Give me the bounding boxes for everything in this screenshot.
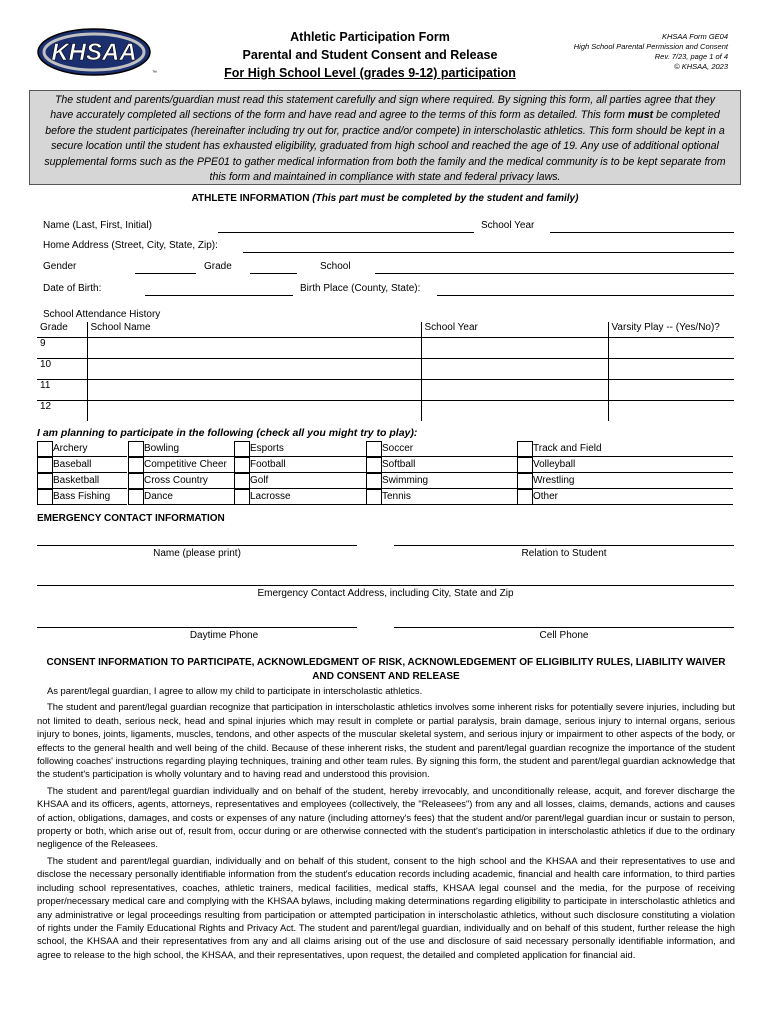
dob-field[interactable] xyxy=(145,295,293,296)
dob-label: Date of Birth: xyxy=(43,283,102,294)
sport-label: Bass Fishing xyxy=(53,489,127,505)
school-year-label: School Year xyxy=(481,220,535,231)
varsity-cell[interactable] xyxy=(608,379,734,400)
gender-field[interactable] xyxy=(135,273,196,274)
sport-label: Football xyxy=(250,457,366,473)
name-field[interactable] xyxy=(218,232,474,233)
consent-paragraph-4: The student and parent/legal guardian, individually and on behalf of this student, consent to the high school and the KHSAA and their representatives to use and disclose the necessary personally identifiable information from the student's education records including academic, financial and health care information, to third parties including school representatives, coaches, athletic trainers, medical facilities, medical staffs, KHSAA legal counsel and the media, for the purpose of receiving proper/necessary medical care and complying with the KHSAA bylaws, including making determinations regarding eligibility to participate in interscholastic athletics and any administrative or legal proceedings resulting from participation or attempted participation in interscholastic athletics, without such disclosure constituting a violation of rights under the Family Educational Rights and Privacy Act. The student and parent/legal guardian, individually and on behalf of this student, further release the high school, the KHSAA and their representatives from any and all claims arising out of the use and disclosure of said necessary personally identifiable information, and agree to release to the high school, the KHSAA, and their representatives, upon request, the detailed and completed application for financial aid. xyxy=(37,854,735,960)
sport-label: Golf xyxy=(250,473,366,489)
grade-field[interactable] xyxy=(250,273,297,274)
emergency-name-label: Name (please print) xyxy=(153,548,241,559)
emergency-address-label: Emergency Contact Address, including City, State and Zip xyxy=(257,588,514,599)
sport-label: Swimming xyxy=(382,473,517,489)
sport-label: Volleyball xyxy=(533,457,733,473)
table-row xyxy=(37,358,734,379)
sports-checklist xyxy=(37,441,734,507)
emergency-name-field[interactable] xyxy=(37,545,357,546)
sport-label: Competitive Cheer xyxy=(144,457,234,473)
table-row xyxy=(37,337,734,358)
checkbox-bowling[interactable] xyxy=(128,441,144,457)
sport-label: Lacrosse xyxy=(250,489,366,505)
notice-text-1: The student and parents/guardian must read this statement carefully and sign where required. By signing this form, all parties agree that they have accurately completed all sections of the form and have read and agree to the terms of this form as detailed. This form xyxy=(50,94,716,122)
checkbox-golf[interactable] xyxy=(234,473,250,489)
header-school-name: School Name xyxy=(87,322,421,337)
table-header-row xyxy=(37,322,734,337)
birthplace-label: Birth Place (County, State): xyxy=(300,283,421,294)
sport-label: Dance xyxy=(144,489,234,505)
checkbox-other[interactable] xyxy=(517,489,533,505)
checkbox-archery[interactable] xyxy=(37,441,53,457)
varsity-cell[interactable] xyxy=(608,400,734,421)
logo-text: KHSAA xyxy=(51,39,137,66)
attendance-history-table xyxy=(37,322,734,421)
checkbox-volleyball[interactable] xyxy=(517,457,533,473)
svg-text:™: ™ xyxy=(152,70,157,76)
gender-label: Gender xyxy=(43,261,77,272)
sport-label: Softball xyxy=(382,457,517,473)
athlete-heading-note: (This part must be completed by the student and family) xyxy=(312,193,579,204)
sport-label: Track and Field xyxy=(533,441,733,457)
checkbox-esports[interactable] xyxy=(234,441,250,457)
sport-label: Esports xyxy=(250,441,366,457)
grade-cell: 10 xyxy=(37,358,87,379)
consent-paragraph-3: The student and parent/legal guardian individually and on behalf of the student, hereby irrevocably, and unconditionally release, acquit, and forever discharge the KHSAA and its officers, agents, attorneys, representatives and employees (collectively, the "Releasees") from any and all losses, claims, demands, actions and causes of action, obligations, damages, and costs or expenses of any nature (including attorney's fees) that the student and/or parent/legal guardian incur or sustain to person, property or both, which arise out of, result from, occur during or are otherwise connected with the student's participation in interscholastic athletics if due to the ordinary negligence of the Releasees. xyxy=(37,784,735,850)
checkbox-softball[interactable] xyxy=(366,457,382,473)
school-year-cell[interactable] xyxy=(421,358,608,379)
school-field[interactable] xyxy=(375,273,734,274)
sport-label: Soccer xyxy=(382,441,517,457)
name-label: Name (Last, First, Initial) xyxy=(43,220,152,231)
header-school-year: School Year xyxy=(421,322,608,337)
school-label: School xyxy=(320,261,351,272)
athlete-heading-text: ATHLETE INFORMATION xyxy=(191,193,310,204)
school-name-cell[interactable] xyxy=(87,337,421,358)
sport-label: Archery xyxy=(53,441,127,457)
header-varsity-play: Varsity Play -- (Yes/No)? xyxy=(608,322,734,337)
school-year-cell[interactable] xyxy=(421,379,608,400)
consent-paragraph-2: The student and parent/legal guardian recognize that participation in interscholastic athletics involves some inherent risks for potentially severe injuries, including but not limited to death, serious neck, head and spinal injuries which may result in complete or partial paralysis, brain damage, serious injury to internal organs, serious injury to bones, joints, ligaments, muscles, tendons, and other aspects of the muscular skeletal system, and serious injury or impairment to other aspects of the body, or effects to the general health and well being of the child. Because of these inherent risks, the student and parent/legal guardian recognize the importance of the student following coaches' instructions regarding playing techniques, training and other team rules. By signing this form, the student and parent/legal guardian acknowledge that the student's participation is wholly voluntary and to having read and understood this provision. xyxy=(37,701,735,780)
school-name-cell[interactable] xyxy=(87,379,421,400)
sport-label: Cross Country xyxy=(144,473,234,489)
title-line-3: For High School Level (grades 9-12) participation xyxy=(224,66,516,80)
form-id: KHSAA Form GE04 xyxy=(662,32,728,41)
checkbox-cross-country[interactable] xyxy=(128,473,144,489)
home-address-label: Home Address (Street, City, State, Zip): xyxy=(43,240,218,251)
checkbox-competitive-cheer[interactable] xyxy=(128,457,144,473)
checkbox-basketball[interactable] xyxy=(37,473,53,489)
school-year-cell[interactable] xyxy=(421,400,608,421)
athlete-info-heading xyxy=(0,193,770,204)
emergency-address-field[interactable] xyxy=(37,585,734,586)
sport-label: Other xyxy=(533,489,733,505)
sport-label: Wrestling xyxy=(533,473,733,489)
instructions-notice xyxy=(29,90,741,185)
emergency-heading: EMERGENCY CONTACT INFORMATION xyxy=(37,513,225,524)
grade-label: Grade xyxy=(204,261,232,272)
sport-label: Tennis xyxy=(382,489,517,505)
school-name-cell[interactable] xyxy=(87,358,421,379)
sport-label: Basketball xyxy=(53,473,127,489)
cell-phone-label: Cell Phone xyxy=(539,630,589,641)
emergency-relation-label: Relation to Student xyxy=(521,548,607,559)
checkbox-football[interactable] xyxy=(234,457,250,473)
khsaa-logo-graphic xyxy=(36,26,160,78)
checkbox-soccer[interactable] xyxy=(366,441,382,457)
header-grade: Grade xyxy=(37,322,87,337)
school-year-field[interactable] xyxy=(550,232,734,233)
checkbox-baseball[interactable] xyxy=(37,457,53,473)
consent-paragraph-1: As parent/legal guardian, I agree to allow my child to participate in interscholastic athletics. xyxy=(47,685,423,696)
checkbox-swimming[interactable] xyxy=(366,473,382,489)
notice-text-2: be completed before the student participates (hereinafter including try out for, practice and/or compete) in interscholastic athletics. This form should be kept in a secure location until the student has exhausted eligibility, graduated from high school and reached the age of 19. Any use of additional optional supplemental forms such as the PPE01 to gather medical information from both the family and the medical community is to be kept separate from this form and maintained in compliance with state and federal privacy laws. xyxy=(44,109,726,184)
consent-body xyxy=(37,684,735,961)
checkbox-tennis[interactable] xyxy=(366,489,382,505)
checkbox-dance[interactable] xyxy=(128,489,144,505)
sport-label: Bowling xyxy=(144,441,234,457)
form-rev: Rev. 7/23, page 1 of 4 xyxy=(654,52,728,61)
grade-cell: 11 xyxy=(37,379,87,400)
home-address-field[interactable] xyxy=(243,252,734,253)
grade-cell: 12 xyxy=(37,400,87,421)
notice-must: must xyxy=(627,109,654,122)
form-desc: High School Parental Permission and Consent xyxy=(573,42,728,51)
checkbox-bass-fishing[interactable] xyxy=(37,489,53,505)
table-row xyxy=(37,379,734,400)
checkbox-lacrosse[interactable] xyxy=(234,489,250,505)
sport-label: Baseball xyxy=(53,457,127,473)
sports-heading: I am planning to participate in the following (check all you might try to play): xyxy=(37,427,418,439)
birthplace-field[interactable] xyxy=(437,295,734,296)
form-identifier xyxy=(528,32,728,72)
table-row xyxy=(37,400,734,421)
khsaa-logo xyxy=(36,26,160,78)
daytime-phone-field[interactable] xyxy=(37,627,357,628)
daytime-phone-label: Daytime Phone xyxy=(189,630,259,641)
school-year-cell[interactable] xyxy=(421,337,608,358)
consent-heading: CONSENT INFORMATION TO PARTICIPATE, ACKNOWLEDGMENT OF RISK, ACKNOWLEDGEMENT OF ELIGIBILITY RULES, LIABILITY WAIVER AND CONSENT AND RELEASE xyxy=(46,657,726,682)
varsity-cell[interactable] xyxy=(608,358,734,379)
emergency-relation-field[interactable] xyxy=(394,545,734,546)
grade-cell: 9 xyxy=(37,337,87,358)
checkbox-wrestling[interactable] xyxy=(517,473,533,489)
school-name-cell[interactable] xyxy=(87,400,421,421)
cell-phone-field[interactable] xyxy=(394,627,734,628)
title-line-1: Athletic Participation Form xyxy=(290,30,450,44)
attendance-history-title: School Attendance History xyxy=(43,309,161,320)
form-copyright: © KHSAA, 2023 xyxy=(674,62,728,71)
checkbox-track-and-field[interactable] xyxy=(517,441,533,457)
form-title xyxy=(200,28,540,82)
varsity-cell[interactable] xyxy=(608,337,734,358)
title-line-2: Parental and Student Consent and Release xyxy=(242,48,498,62)
